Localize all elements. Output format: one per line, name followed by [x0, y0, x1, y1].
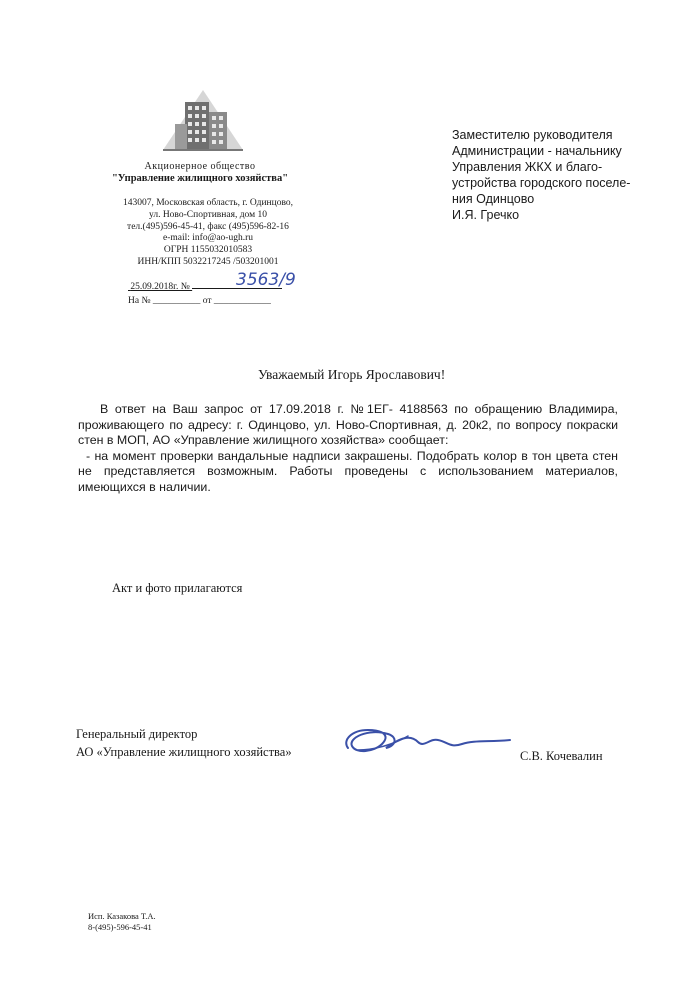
body-paragraph: - на момент проверки вандальные надписи закрашены. Подобрать колор в тон цвета стен не представляется возможным. Работы проведены с использованием материалов, имеющихся в наличии. [78, 448, 618, 494]
company-logo-icon [163, 86, 243, 156]
org-name: "Управление жилищного хозяйства" [111, 173, 289, 184]
addressee-line: устройства городского поселе- [452, 176, 631, 190]
email-line: e-mail: info@ao-ugh.ru [163, 233, 253, 244]
salutation: Уважаемый Игорь Ярославович! [258, 367, 446, 382]
addressee-line: ния Одинцово [452, 192, 535, 206]
address-line: 143007, Московская область, г. Одинцово, [122, 198, 294, 208]
signer-organization: АО «Управление жилищного хозяйства» [76, 745, 292, 759]
addressee-block [452, 127, 672, 223]
executor-phone: 8-(495)-596-45-41 [88, 922, 152, 932]
address-line: ул. Ново-Спортивная, дом 10 [149, 209, 267, 220]
inn-line: ИНН/КПП 5032217245 /503201001 [137, 256, 279, 267]
body-paragraph: В ответ на Ваш запрос от 17.09.2018 г. №1ЕГ- 4188563 по обращению Владимира, проживающего по адресу: г. Одинцово, ул. Ново-Спортивная, д. 20к2, по вопросу покраски стен в МОП, АО «Управление жилищного хозяйства» сообщает: [78, 402, 618, 448]
letter-body [78, 402, 618, 496]
addressee-line: Администрации - начальнику [452, 144, 622, 158]
phone-line: тел.(495)596-45-41, факс (495)596-82-16 [127, 221, 289, 232]
addressee-line: Заместителю руководителя [452, 128, 613, 142]
handwritten-signature-icon [338, 720, 518, 760]
signer-title: Генеральный директор [76, 727, 198, 741]
executor-name: Исп. Казакова Т.А. [88, 911, 156, 921]
incoming-ref-line: На № __________ от ____________ [128, 296, 271, 306]
org-type: Акционерное общество [144, 161, 256, 172]
addressee-name: И.Я. Гречко [452, 208, 520, 222]
attachment-note: Акт и фото прилагаются [112, 581, 243, 595]
handwritten-ref-number: 3563/9 [236, 270, 296, 290]
addressee-line: Управления ЖКХ и благо- [452, 160, 603, 174]
ogrn-line: ОГРН 1155032010583 [163, 245, 253, 256]
outgoing-ref-date: 25.09.2018г. № [130, 282, 193, 292]
org-address-block [108, 198, 308, 269]
signer-name: С.В. Кочевалин [520, 749, 603, 763]
